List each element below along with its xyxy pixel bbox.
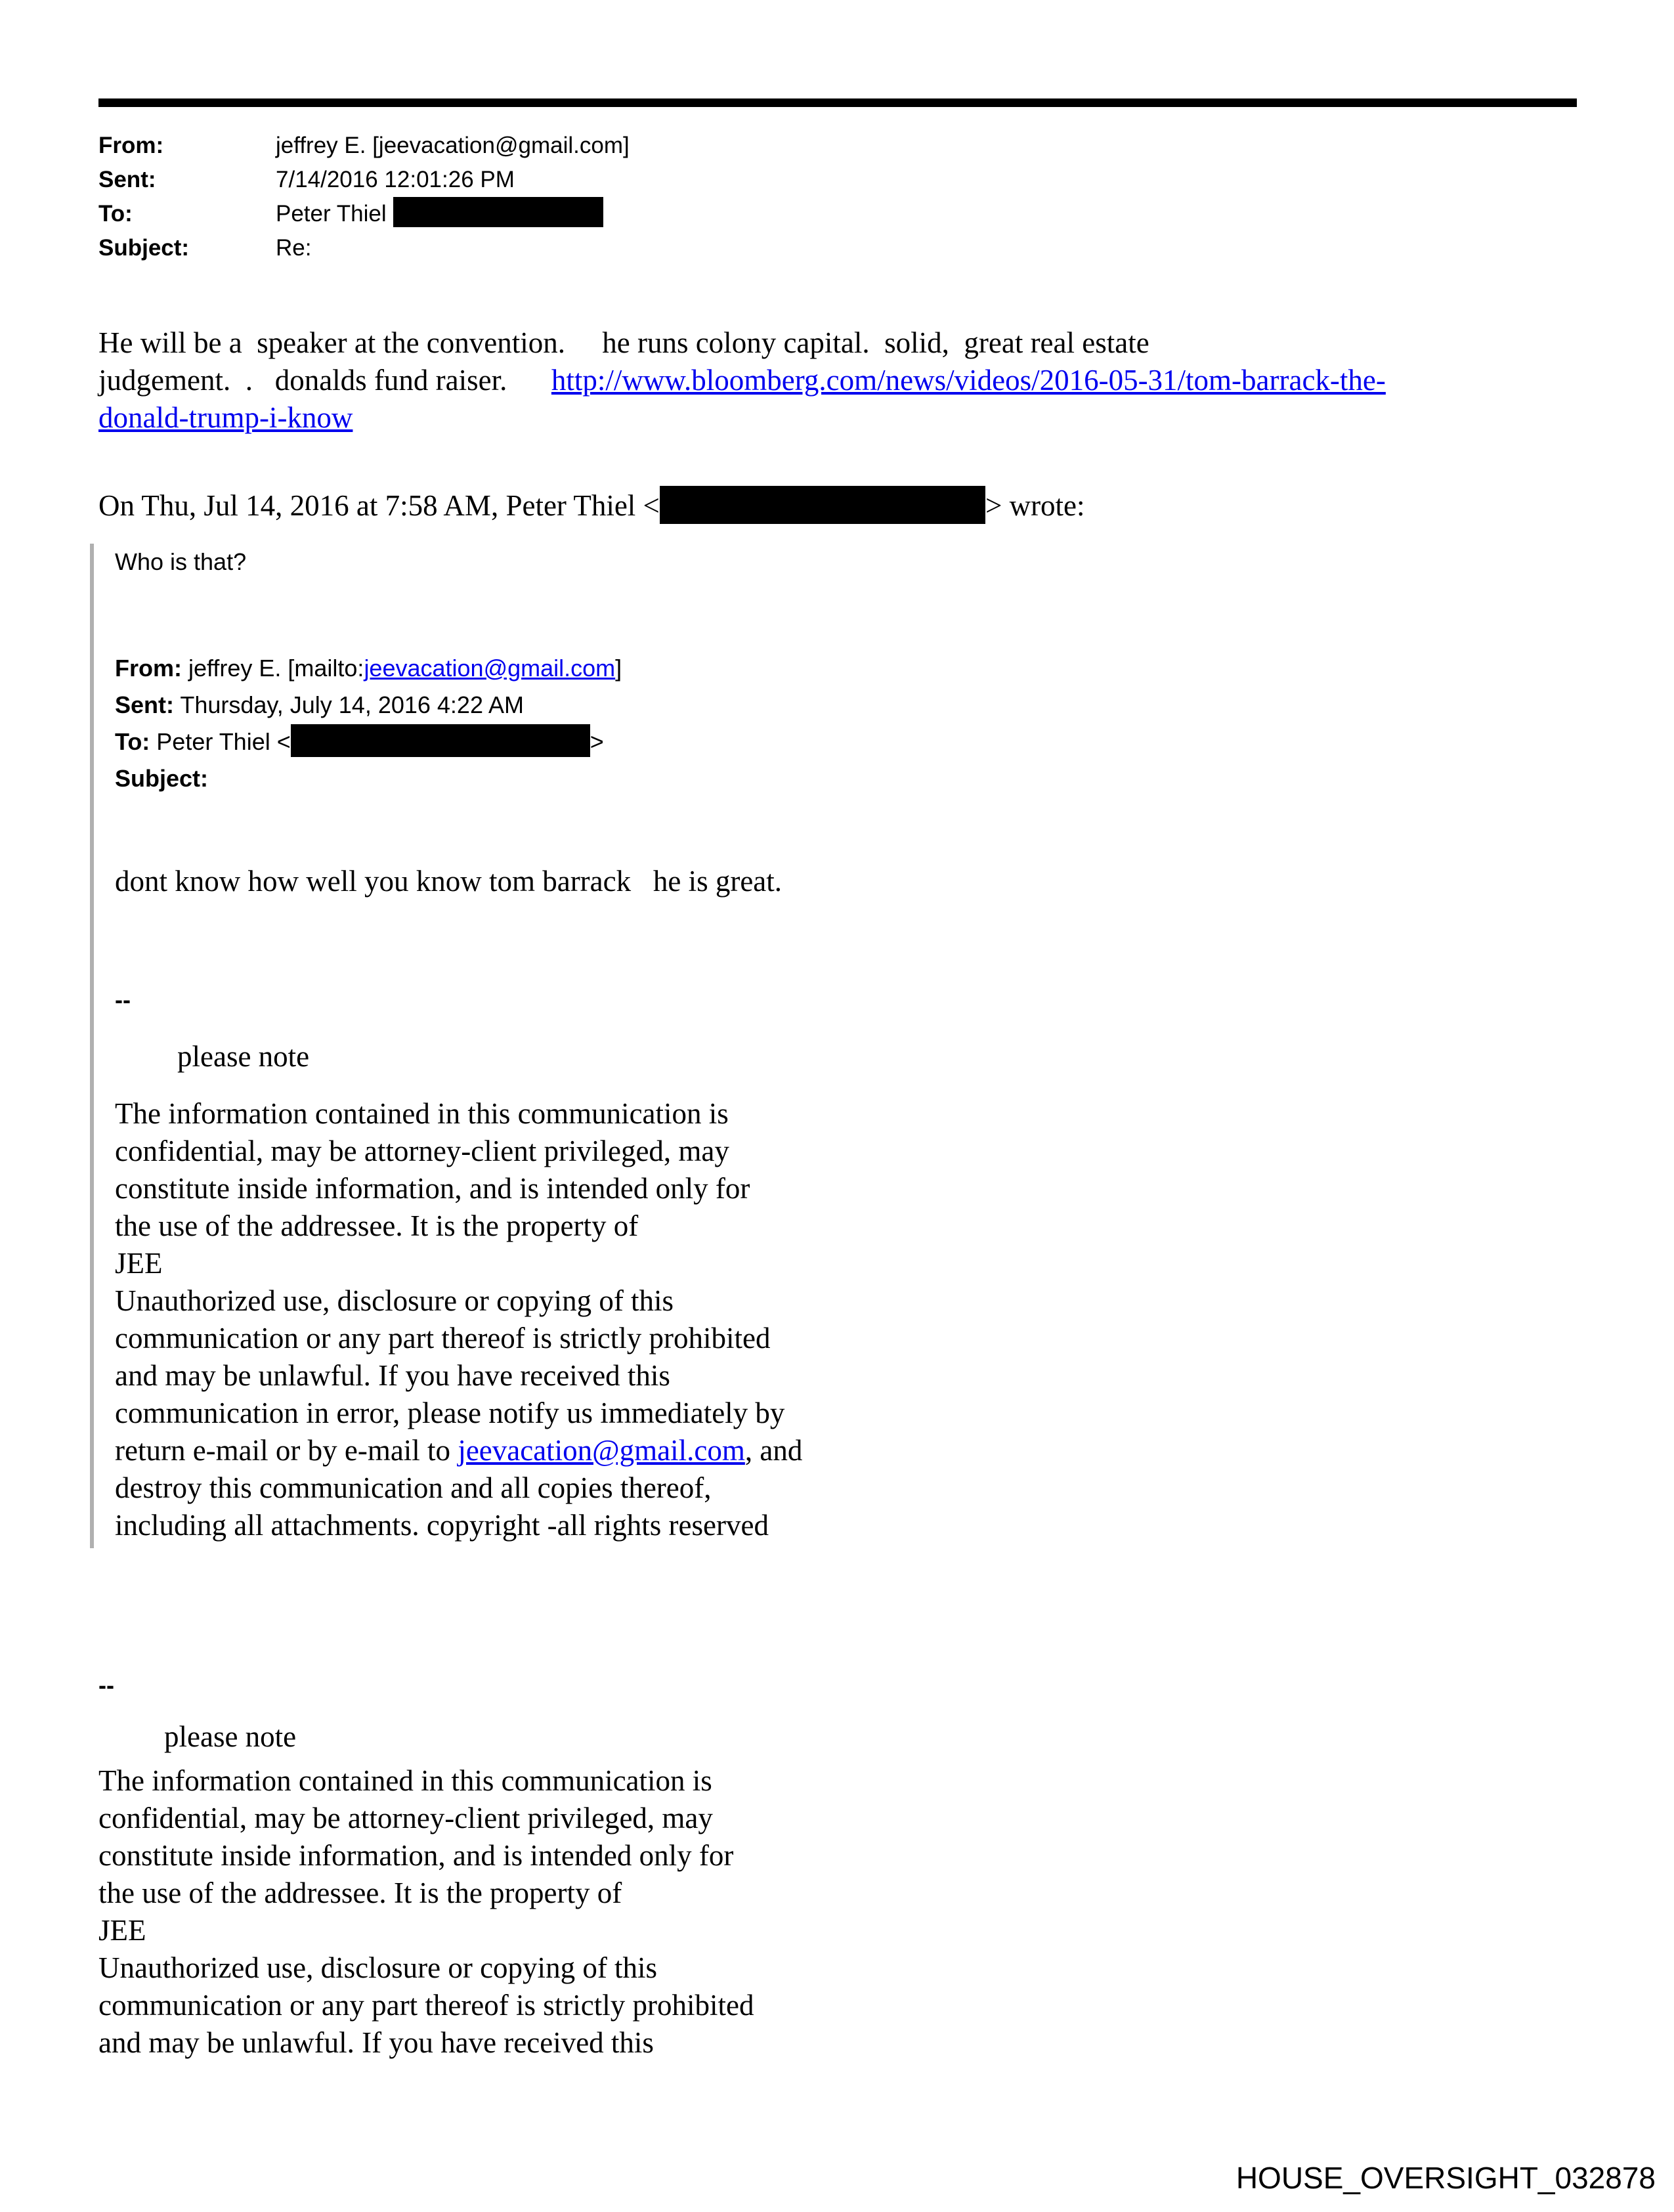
inner-subject-row xyxy=(115,760,1441,797)
disclaimer-email-link[interactable]: jeevacation@gmail.com xyxy=(458,1434,745,1467)
email-header xyxy=(98,129,630,265)
header-sent-row xyxy=(98,163,630,197)
to-label: To: xyxy=(98,201,133,227)
quoted-email-header xyxy=(115,650,1441,797)
inner-to-label: To: xyxy=(115,728,150,755)
inner-from-text: jeffrey E. [mailto: xyxy=(182,655,364,682)
inner-to-value: Peter Thiel < xyxy=(150,728,291,755)
please-note-heading: please note xyxy=(164,1720,297,1753)
inner-sent-value: Thursday, July 14, 2016 4:22 AM xyxy=(174,691,524,718)
please-note-heading: please note xyxy=(177,1040,310,1073)
body-line-1: He will be a speaker at the convention. he runs colony capital. solid, great real estate xyxy=(98,326,1149,359)
inner-sent-row xyxy=(115,687,1441,724)
disclaimer-line: communication or any part thereof is strictly prohibited xyxy=(98,1989,754,2022)
redaction-bar-inner-to xyxy=(291,724,590,757)
top-horizontal-rule xyxy=(98,98,1577,107)
body-line-2-text: judgement. . donalds fund raiser. xyxy=(98,364,551,397)
subject-label: Subject: xyxy=(98,235,190,261)
redaction-bar-header-to xyxy=(393,197,603,227)
disclaimer-line: the use of the addressee. It is the property of xyxy=(115,1209,639,1242)
disclaimer-line: JEE xyxy=(115,1247,163,1280)
attribution-prefix: On Thu, Jul 14, 2016 at 7:58 AM, Peter Thiel < xyxy=(98,489,660,522)
signature-dashes: -- xyxy=(98,1672,114,1699)
disclaimer-line: Unauthorized use, disclosure or copying of this xyxy=(115,1284,674,1317)
bates-number: HOUSE_OVERSIGHT_032878 xyxy=(1235,2161,1656,2195)
disclaimer-line: and may be unlawful. If you have received this xyxy=(98,2026,654,2059)
disclaimer-line: confidential, may be attorney-client privileged, may xyxy=(115,1135,729,1167)
disclaimer-line: Unauthorized use, disclosure or copying of this xyxy=(98,1951,658,1984)
disclaimer-line: communication in error, please notify us immediately by xyxy=(115,1397,785,1429)
disclaimer-line: destroy this communication and all copies thereof, xyxy=(115,1471,712,1504)
inner-from-row xyxy=(115,650,1441,687)
confidentiality-disclaimer xyxy=(115,1095,1441,1544)
header-from-row xyxy=(98,129,630,163)
inner-from-label: From: xyxy=(115,655,182,682)
mailto-link[interactable]: jeevacation@gmail.com xyxy=(364,655,616,682)
header-to-row xyxy=(98,197,630,231)
sent-label: Sent: xyxy=(98,167,156,192)
header-subject-row xyxy=(98,231,630,265)
inner-sent-label: Sent: xyxy=(115,691,174,718)
disclaimer-line: constitute inside information, and is intended only for xyxy=(115,1172,750,1205)
disclaimer-line: confidential, may be attorney-client privileged, may xyxy=(98,1802,713,1834)
from-label: From: xyxy=(98,133,164,158)
bloomberg-link-part-2[interactable]: donald-trump-i-know xyxy=(98,401,353,434)
inner-to-row xyxy=(115,724,1441,760)
original-message-text: dont know how well you know tom barrack he is great. xyxy=(115,865,783,898)
to-value: Peter Thiel xyxy=(276,201,387,227)
disclaimer-line: The information contained in this communication is xyxy=(115,1097,729,1130)
body-line-2 xyxy=(98,362,1386,399)
signature-dashes: -- xyxy=(115,986,131,1013)
subject-value: Re: xyxy=(276,235,312,261)
disclaimer-link-post: , and xyxy=(744,1434,803,1467)
quoted-message-text: Who is that? xyxy=(115,548,247,575)
disclaimer-line: and may be unlawful. If you have received this xyxy=(115,1359,670,1392)
inner-from-close: ] xyxy=(615,655,622,682)
disclaimer-line: communication or any part thereof is strictly prohibited xyxy=(115,1322,771,1355)
sent-value: 7/14/2016 12:01:26 PM xyxy=(276,167,515,192)
bloomberg-link-part-1[interactable]: http://www.bloomberg.com/news/videos/2016-05-31/tom-barrack-the- xyxy=(551,364,1386,397)
disclaimer-link-pre: return e-mail or by e-mail to xyxy=(115,1434,458,1467)
disclaimer-line: including all attachments. copyright -all rights reserved xyxy=(115,1509,769,1542)
second-disclaimer-block xyxy=(98,1671,754,2062)
reply-attribution-line xyxy=(98,486,1085,525)
disclaimer-line-with-link xyxy=(115,1432,1441,1469)
attribution-suffix: > wrote: xyxy=(985,489,1085,522)
disclaimer-line: The information contained in this communication is xyxy=(98,1764,712,1797)
email-body xyxy=(98,324,1386,437)
from-value: jeffrey E. [jeevacation@gmail.com] xyxy=(276,133,630,158)
body-line-3 xyxy=(98,399,1386,437)
disclaimer-line: constitute inside information, and is intended only for xyxy=(98,1839,734,1872)
redaction-bar-attribution-email xyxy=(660,486,985,524)
confidentiality-disclaimer xyxy=(98,1762,754,2062)
inner-to-close: > xyxy=(590,728,604,755)
disclaimer-line: the use of the addressee. It is the property of xyxy=(98,1876,622,1909)
inner-subject-label: Subject: xyxy=(115,765,209,792)
quoted-email-block xyxy=(90,544,1441,1548)
disclaimer-line: JEE xyxy=(98,1914,146,1947)
